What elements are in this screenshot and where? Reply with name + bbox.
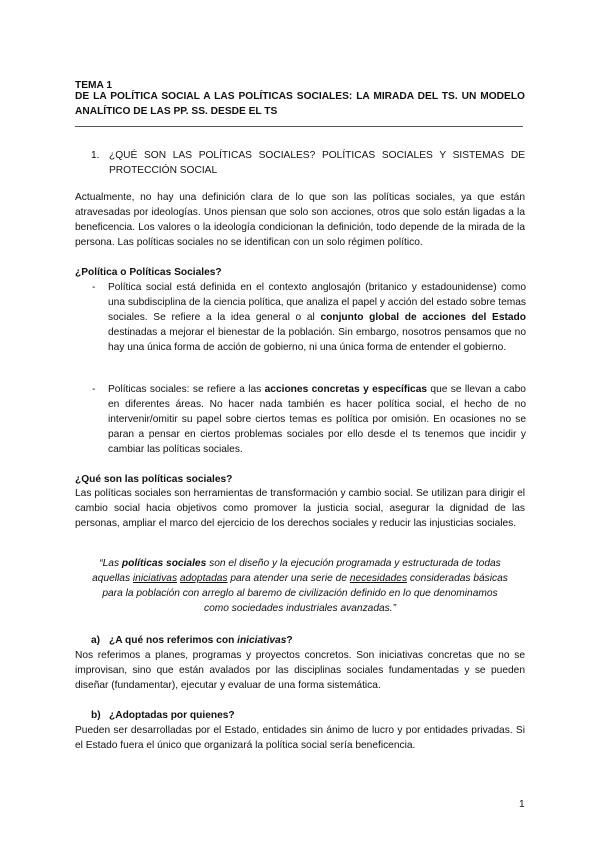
intro-paragraph: Actualmente, no hay una definición clara de lo que son las políticas sociales, ya que están atravesadas por ideologías. Unos piensan que solo son acciones, otros que solo están ligadas a la beneficencia. Los valores o la ideología condicionan la definición, todo depende de la mirada de la persona. Las políticas sociales no se identifican con un solo régimen político. [75,192,525,248]
bullet-dash: - [92,282,96,293]
subsection-a-heading [91,633,293,648]
quote-text-1: son el diseño y la ejecución programada y estructurada de todas aquellas [92,558,501,584]
definition-paragraph: Las políticas sociales son herramientas de transformación y cambio social. Se utilizan para dirigir el cambio social hacia objetivos como promover la justicia social, asegurar la dignidad de las personas, ampliar el marco del ejercicio de los derechos sociales y reducir las injusticias sociales. [75,488,525,529]
subsection-b-label: b) [91,710,101,721]
quote-text-2: para atender una serie de [227,573,350,584]
quote-text-3: consideradas básicas para la población con arreglo al baremo de civilización definido en lo que denominamos como sociedades industriales avanzadas.” [102,573,508,614]
bullet1-bold-text: conjunto global de acciones del Estado [320,312,526,323]
iniciativas-paragraph: Nos referimos a planes, programas y proyectos concretos. Son iniciativas concretas que no se improvisan, sino que están avalados por las disciplinas sociales fundamentadas y se pueden diseñar (fundamentar), ejecutar y evaluar de una forma sistemática. [75,650,525,691]
tema-label: TEMA 1 [75,80,112,91]
quote-bold-term: políticas sociales [121,558,207,569]
subsection-b-heading [91,708,235,723]
subsection-a-label: a) [91,635,101,646]
subsection-a-italic: iniciativas [237,635,287,646]
title-divider [75,126,523,127]
bullet2-text-start: Políticas sociales: se refiere a las [108,384,265,395]
definition-quote [90,556,510,616]
subsection-b-text: ¿Adoptadas por quienes? [109,710,235,721]
quote-underlined-adoptadas: adoptadas [179,573,228,584]
section-number: 1. [91,150,100,161]
quote-underlined-iniciativas: iniciativas [132,573,178,584]
quote-underlined-necesidades: necesidades [349,573,408,584]
bullet-politicas-sociales [108,382,526,457]
adoptadas-paragraph: Pueden ser desarrolladas por el Estado, entidades sin ánimo de lucro y por entidades privadas. Si el Estado fuera el único que organizará la política social sería beneficencia. [75,725,525,751]
bullet1-text-start: Política social está definida en el contexto anglosajón (britanico y estadounidense) como una subdisciplina de la ciencia política, que analiza el papel y acción del estado sobre temas sociales. Se refiere a la idea general o al [108,282,526,323]
bullet2-bold-text: acciones concretas y específicas [264,384,428,395]
subsection-a-text: ¿A qué nos referimos con [109,635,238,646]
bullet1-text-end: destinadas a mejorar el bienestar de la población. Sin embargo, nosotros pensamos que no hay una única forma de acción de gobierno, ni una única forma de entender el gobierno. [108,327,526,353]
bullet2-text-end: que se llevan a cabo en diferentes áreas. No hacer nada también es hacer política social, el hecho de no intervenir/omitir su papel sobre ciertos temas es política por omisión. En ocasiones no se paran a pensar en ciertos problemas sociales por ello desde el ts tenemos que incidir y cambiar las políticas sociales. [108,384,526,455]
quote-open: “Las [99,558,122,569]
section-heading-text: ¿QUÉ SON LAS POLÍTICAS SOCIALES? POLÍTICAS SOCIALES Y SISTEMAS DE PROTECCIÓN SOCIAL [109,150,525,176]
document-title: DE LA POLÍTICA SOCIAL A LAS POLÍTICAS SOCIALES: LA MIRADA DEL TS. UN MODELO ANALÍTICO DE LAS PP. SS. DESDE EL TS [75,91,525,117]
question-politica-heading: ¿Política o Políticas Sociales? [75,267,222,278]
question-que-son-heading: ¿Qué son las políticas sociales? [75,474,233,485]
bullet-dash: - [92,384,96,395]
page-number: 1 [519,799,525,810]
bullet-politica-social [108,280,526,355]
subsection-a-end: ? [286,635,293,646]
